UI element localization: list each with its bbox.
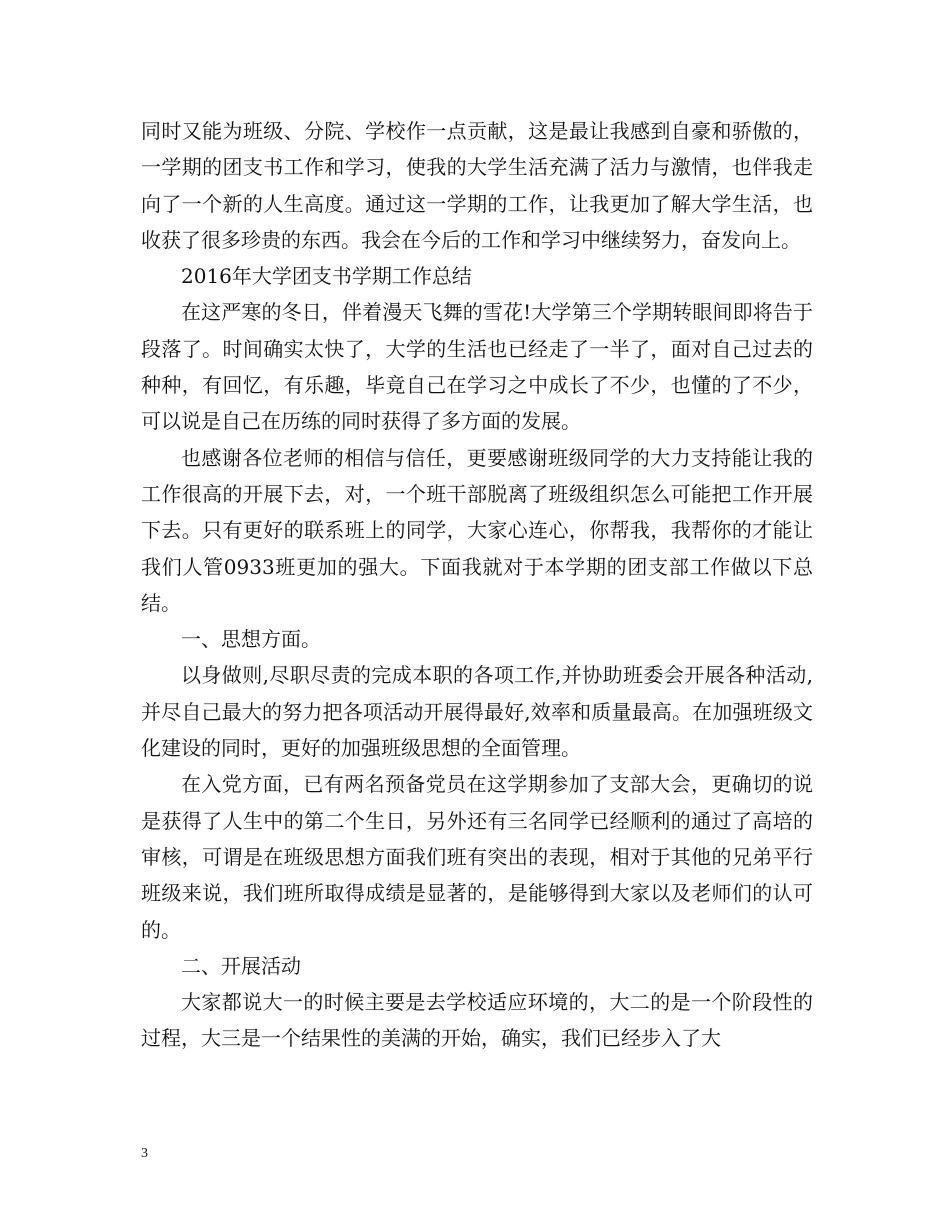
paragraph-intro: 在这严寒的冬日，伴着漫天飞舞的雪花!大学第三个学期转眼间即将告于段落了。时间确实太快了，大学的生活也已经走了一半了，面对自己过去的种种，有回忆，有乐趣，毕竟自己在学习之中成长了不少，也懂的了不少，可以说是自己在历练的同时获得了多方面的发展。 — [141, 300, 813, 434]
paragraph-activities: 大家都说大一的时候主要是去学校适应环境的，大二的是一个阶段性的过程，大三是一个结果性的美满的开始，确实，我们已经步入了大 — [141, 990, 813, 1051]
section-title: 2016年大学团支书学期工作总结 — [181, 264, 472, 289]
page-number: 3 — [141, 1146, 148, 1161]
paragraph-thanks: 也感谢各位老师的相信与信任，更要感谢班级同学的大力支持能让我的工作很高的开展下去，对，一个班干部脱离了班级组织怎么可能把工作开展下去。只有更好的联系班上的同学，大家心连心，你帮我，我帮你的才能让我们人管0933班更加的强大。下面我就对于本学期的团支部工作做以下总结。 — [141, 445, 813, 615]
paragraph-ideology: 以身做则,尽职尽责的完成本职的各项工作,并协助班委会开展各种活动,并尽自己最大的努力把各项活动开展得最好,效率和质量最高。在加强班级文化建设的同时，更好的加强班级思想的全面管理。 — [141, 663, 813, 761]
paragraph-party: 在入党方面，已有两名预备党员在这学期参加了支部大会，更确切的说是获得了人生中的第二个生日，另外还有三名同学已经顺利的通过了高培的审核，可谓是在班级思想方面我们班有突出的表现，相对于其他的兄弟平行班级来说，我们班所取得成绩是显著的，是能够得到大家以及老师们的认可的。 — [141, 772, 813, 942]
heading-ideology: 一、思想方面。 — [181, 627, 321, 652]
paragraph-continuation: 同时又能为班级、分院、学校作一点贡献，这是最让我感到自豪和骄傲的， 一学期的团支书工作和学习，使我的大学生活充满了活力与激情，也伴我走向了一个新的人生高度。通过这一学期的工作，让我更加了解大学生活，也收获了很多珍贵的东西。我会在今后的工作和学习中继续努力，奋发向上。 — [141, 119, 813, 252]
heading-activities: 二、开展活动 — [181, 953, 301, 978]
document-body — [141, 113, 813, 1057]
